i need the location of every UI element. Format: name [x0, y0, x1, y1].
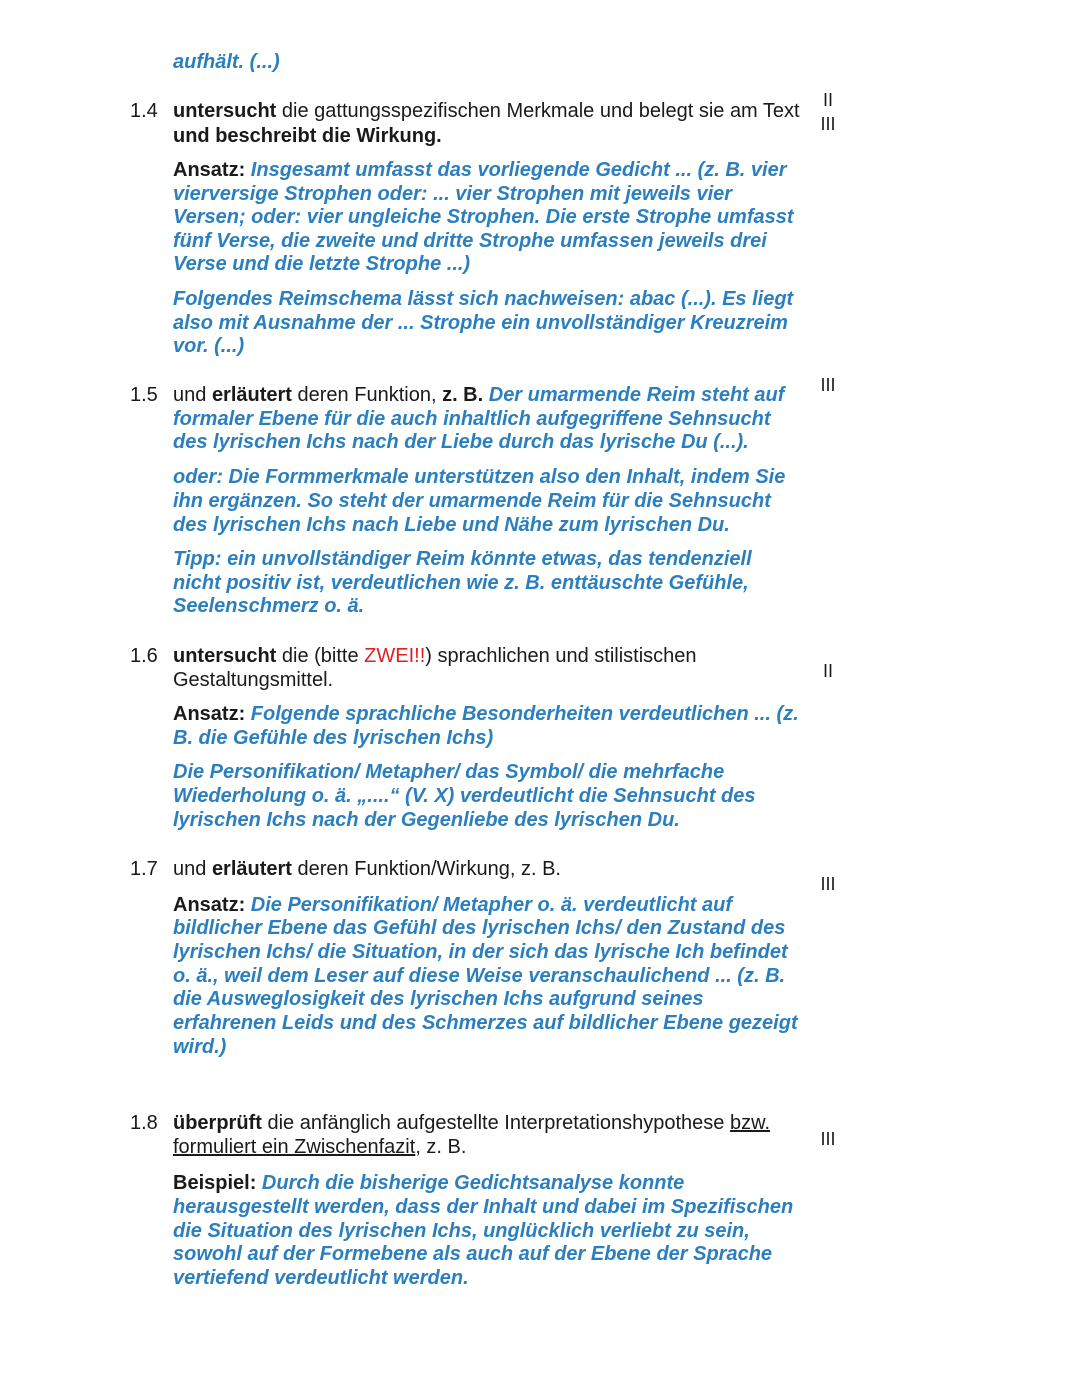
- alternative-text: oder: Die Formmerkmale unterstützen also den Inhalt, indem Sie: [173, 466, 786, 488]
- tip-text: nicht positiv ist, verdeutlichen wie z. B. enttäuschte Gefühle,: [173, 572, 749, 594]
- ansatz-text: fünf Verse, die zweite und dritte Strophe umfassen jeweils drei: [173, 230, 767, 252]
- section-1-5-blue-text: Der umarmende Reim steht auf: [483, 384, 785, 406]
- section-1-4-ansatz-line-1: [173, 159, 787, 183]
- section-1-8-text: , z. B.: [415, 1136, 467, 1158]
- section-1-5-blue-text: formaler Ebene für die auch inhaltlich aufgegriffene Sehnsucht: [173, 408, 771, 430]
- ansatz-text: B. die Gefühle des lyrischen Ichs): [173, 727, 494, 749]
- level-marker: II: [822, 90, 833, 110]
- section-1-5-verb: erläutert: [211, 384, 292, 406]
- ansatz-label: Ansatz:: [173, 159, 246, 181]
- section-1-8-text: die anfänglich aufgestellte Interpretationshypothese: [261, 1112, 730, 1134]
- ansatz-text: lyrischen Ichs/ die Situation, in der sich das lyrische Ich befindet: [173, 941, 788, 963]
- level-marker: III: [820, 375, 836, 395]
- rhyme-text: Folgendes Reimschema lässt sich nachweisen: abac (...). Es liegt: [173, 288, 794, 310]
- beispiel-text: herausgestellt werden, dass der Inhalt und dabei im Spezifischen: [173, 1196, 794, 1218]
- beispiel-label: Beispiel:: [173, 1172, 257, 1194]
- section-number-1-5: 1.5: [130, 384, 158, 406]
- ansatz-text: bildlicher Ebene das Gefühl des lyrischen Ichs/ den Zustand des: [173, 917, 786, 939]
- continuation-text: aufhält. (...): [173, 51, 280, 73]
- section-1-7-ansatz-line-1: [173, 894, 732, 918]
- beispiel-text: vertiefend verdeutlicht werden.: [173, 1267, 469, 1289]
- section-1-5-heading-line: [173, 384, 784, 408]
- section-number-1-6: 1.6: [130, 645, 158, 667]
- ansatz-text: Insgesamt umfasst das vorliegende Gedicht ... (z. B. vier: [245, 159, 787, 181]
- level-marker: III: [820, 1129, 836, 1149]
- ansatz-text: vierversige Strophen oder: ... vier Strophen mit jeweils vier: [173, 183, 733, 205]
- section-1-4-heading-line-2: und beschreibt die Wirkung.: [173, 125, 442, 147]
- section-number-1-4: 1.4: [130, 100, 158, 122]
- example-text: Wiederholung o. ä. „....“ (V. X) verdeutlicht die Sehnsucht des: [173, 785, 756, 807]
- section-1-6-ansatz-line-1: [173, 703, 799, 727]
- underlined-text: bzw.: [730, 1112, 771, 1134]
- ansatz-text: wird.): [173, 1036, 227, 1058]
- ansatz-text: o. ä., weil dem Leser auf diese Weise veranschaulichend ... (z. B.: [173, 965, 786, 987]
- section-1-4-text: die gattungsspezifischen Merkmale und belegt sie am Text: [276, 100, 800, 122]
- section-1-4-heading-line-1: [173, 100, 800, 124]
- section-1-8-heading-line-1: [173, 1112, 770, 1136]
- ansatz-label: Ansatz:: [173, 703, 246, 725]
- tip-text: Seelenschmerz o. ä.: [173, 595, 365, 617]
- section-1-4-verb: untersucht: [173, 100, 277, 122]
- emphasis-red-text: ZWEI!!: [364, 645, 426, 667]
- section-number-1-8: 1.8: [130, 1112, 158, 1134]
- level-marker: II: [822, 661, 833, 681]
- section-1-5-text: deren Funktion,: [291, 384, 443, 406]
- level-marker: III: [820, 874, 836, 894]
- ansatz-label: Ansatz:: [173, 894, 246, 916]
- ansatz-text: Folgende sprachliche Besonderheiten verdeutlichen ... (z.: [245, 703, 799, 725]
- section-1-7-verb: erläutert: [211, 858, 292, 880]
- example-text: lyrischen Ichs nach der Gegenliebe des lyrischen Du.: [173, 809, 680, 831]
- ansatz-text: erfahrenen Leids und des Schmerzes auf bildlicher Ebene gezeigt: [173, 1012, 798, 1034]
- alternative-text: des lyrischen Ichs nach Liebe und Nähe zum lyrischen Du.: [173, 514, 730, 536]
- section-1-6-verb: untersucht: [173, 645, 277, 667]
- section-1-8-heading-line-2: [173, 1136, 466, 1160]
- section-1-6-heading-line-1: [173, 645, 697, 669]
- section-1-5-text: und: [173, 384, 212, 406]
- section-1-8-verb: überprüft: [173, 1112, 262, 1134]
- beispiel-text: sowohl auf der Formebene als auch auf der Ebene der Sprache: [173, 1243, 773, 1265]
- section-1-6-text: ) sprachlichen und stilistischen: [425, 645, 697, 667]
- beispiel-text: die Situation des lyrischen Ichs, unglücklich verliebt zu sein,: [173, 1220, 750, 1242]
- ansatz-text: Versen; oder: vier ungleiche Strophen. Die erste Strophe umfasst: [173, 206, 794, 228]
- section-1-6-text: die (bitte: [276, 645, 365, 667]
- beispiel-text: Durch die bisherige Gedichtsanalyse konnte: [256, 1172, 685, 1194]
- alternative-text: ihn ergänzen. So steht der umarmende Reim für die Sehnsucht: [173, 490, 771, 512]
- section-1-6-heading-line-2: Gestaltungsmittel.: [173, 669, 334, 691]
- rhyme-text: also mit Ausnahme der ... Strophe ein unvollständiger Kreuzreim: [173, 312, 788, 334]
- level-marker: III: [820, 114, 836, 134]
- ansatz-text: Verse und die letzte Strophe ...): [173, 253, 471, 275]
- section-1-8-beispiel-line-1: [173, 1172, 684, 1196]
- section-number-1-7: 1.7: [130, 858, 158, 880]
- section-1-7-text: deren Funktion/Wirkung, z. B.: [291, 858, 561, 880]
- underlined-text: formuliert ein Zwischenfazit: [173, 1136, 416, 1158]
- example-text: Die Personifikation/ Metapher/ das Symbol/ die mehrfache: [173, 761, 725, 783]
- rhyme-text: vor. (...): [173, 335, 245, 357]
- tip-text: Tipp: ein unvollständiger Reim könnte etwas, das tendenziell: [173, 548, 752, 570]
- section-1-5-blue-text: des lyrischen Ichs nach der Liebe durch das lyrische Du (...).: [173, 431, 749, 453]
- section-1-5-zb: z. B.: [442, 384, 484, 406]
- section-1-7-text: und: [173, 858, 212, 880]
- ansatz-text: Die Personifikation/ Metapher o. ä. verdeutlicht auf: [245, 894, 733, 916]
- section-1-7-heading-line: [173, 858, 561, 882]
- ansatz-text: die Ausweglosigkeit des lyrischen Ichs aufgrund seines: [173, 988, 704, 1010]
